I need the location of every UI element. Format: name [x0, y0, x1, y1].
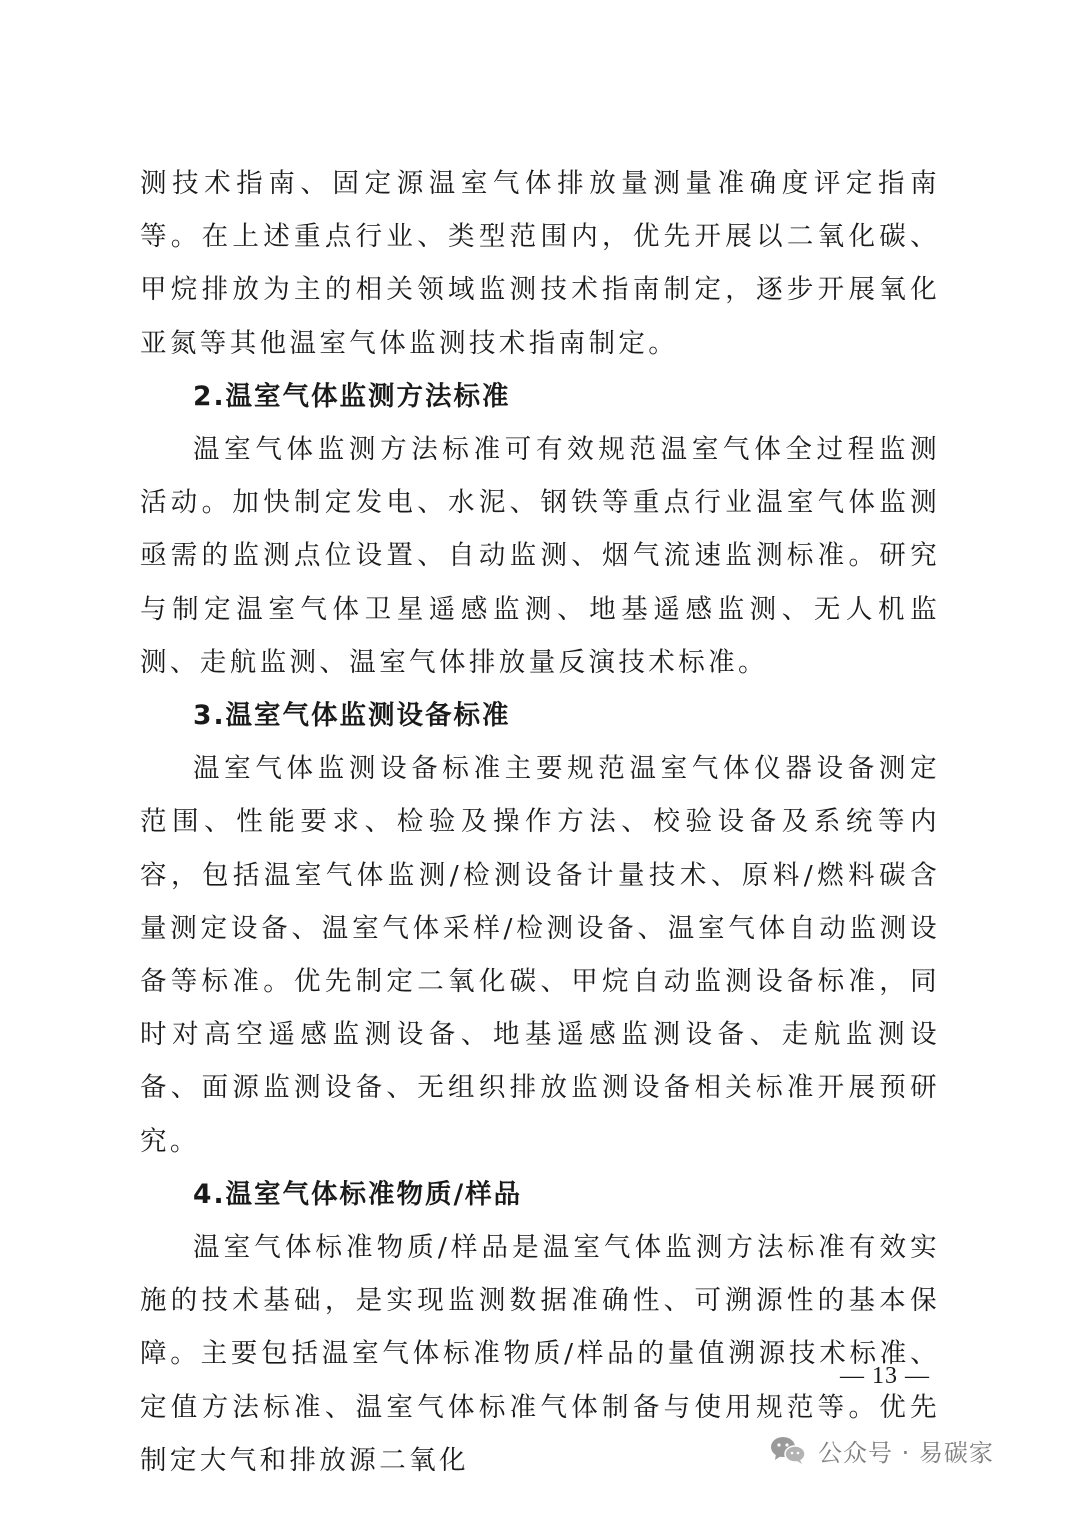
body-text: [140, 157, 940, 1487]
paragraph-monitoring-equipment-standards: 温室气体监测设备标准主要规范温室气体仪器设备测定范围、性能要求、检验及操作方法、校验设备及系统等内容，包括温室气体监测/检测设备计量技术、原料/燃料碳含量测定设备、温室气体采样/检测设备、温室气体自动监测设备等标准。优先制定二氧化碳、甲烷自动监测设备标准，同时对高空遥感监测设备、地基遥感监测设备、走航监测设备、面源监测设备、无组织排放监测设备相关标准开展预研究。: [140, 753, 940, 1157]
page-number: — 13 —: [840, 1363, 930, 1389]
heading-reference-materials: 4.温室气体标准物质/样品: [193, 1178, 523, 1210]
paragraph-reference-materials: 温室气体标准物质/样品是温室气体监测方法标准有效实施的技术基础，是实现监测数据准确性、可溯源性的基本保障。主要包括温室气体标准物质/样品的量值溯源技术标准、定值方法标准、温室气体标准气体制备与使用规范等。优先制定大气和排放源二氧化: [140, 1232, 940, 1476]
heading-monitoring-method-standards: 2.温室气体监测方法标准: [193, 380, 511, 412]
paragraph-guideline-continuation: 测技术指南、固定源温室气体排放量测量准确度评定指南等。在上述重点行业、类型范围内，优先开展以二氧化碳、甲烷排放为主的相关领域监测技术指南制定，逐步开展氧化亚氮等其他温室气体监测技术指南制定。: [140, 168, 940, 359]
watermark-text: 公众号 · 易碳家: [818, 1438, 994, 1467]
wechat-icon: [770, 1435, 806, 1465]
watermark: [770, 1430, 994, 1470]
paragraph-monitoring-method-standards: 温室气体监测方法标准可有效规范温室气体全过程监测活动。加快制定发电、水泥、钢铁等重点行业温室气体监测亟需的监测点位设置、自动监测、烟气流速监测标准。研究与制定温室气体卫星遥感监测、地基遥感监测、无人机监测、走航监测、温室气体排放量反演技术标准。: [140, 434, 940, 678]
heading-monitoring-equipment-standards: 3.温室气体监测设备标准: [193, 700, 511, 732]
